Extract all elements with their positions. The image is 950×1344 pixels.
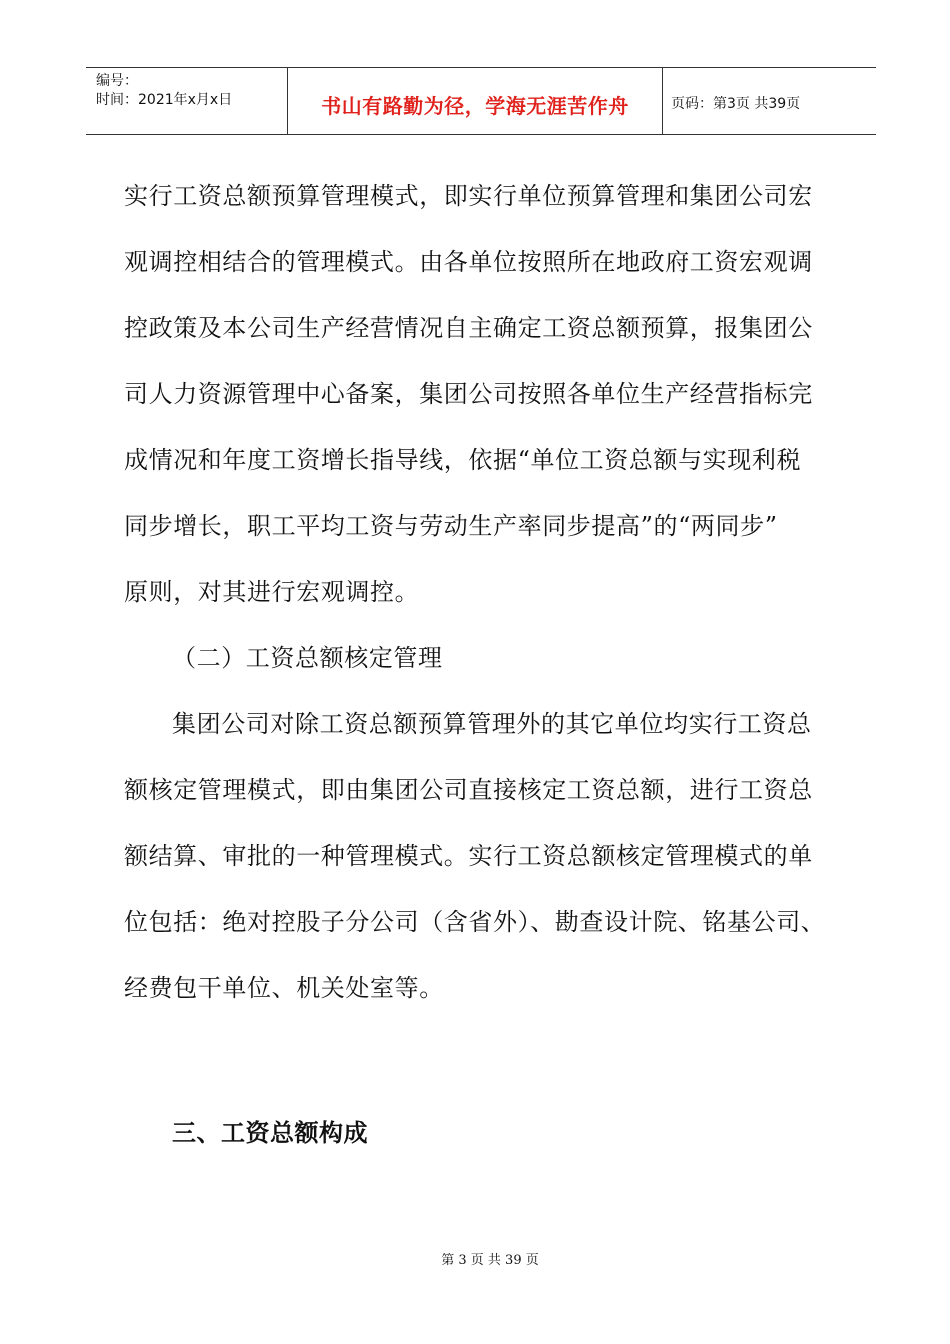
paragraph-line: 经费包干单位、机关处室等。 [124,974,444,1002]
header-page-info: 页码：第3页 共39页 [671,96,801,112]
paragraph-line: 原则，对其进行宏观调控。 [124,578,420,606]
paragraph-line: 观调控相结合的管理模式。由各单位按照所在地政府工资宏观调 [124,248,813,276]
document-body [124,163,844,1021]
paragraph-line: 司人力资源管理中心备案，集团公司按照各单位生产经营指标完 [124,380,813,408]
paragraph-line: 位包括：绝对控股子分公司（含省外）、勘查设计院、铭基公司、 [124,908,826,936]
paragraph-line: 额结算、审批的一种管理模式。实行工资总额核定管理模式的单 [124,842,813,870]
paragraph-line: 控政策及本公司生产经营情况自主确定工资总额预算，报集团公 [124,314,813,342]
section-title: 三、工资总额构成 [172,1119,368,1147]
paragraph-line: 额核定管理模式，即由集团公司直接核定工资总额，进行工资总 [124,776,813,804]
document-number-label: 编号： [96,73,138,89]
page-footer: 第 3 页 共 39 页 [441,1253,539,1268]
header-meta [86,68,288,134]
paragraph-line: 同步增长，职工平均工资与劳动生产率同步提高”的“两同步” [124,512,778,540]
paragraph-line: 成情况和年度工资增长指导线，依据“单位工资总额与实现利税 [124,446,802,474]
header-motto: 书山有路勤为径，学海无涯苦作舟 [288,68,663,134]
paragraph-line: 实行工资总额预算管理模式，即实行单位预算管理和集团公司宏 [124,182,813,210]
paragraph-line: 集团公司对除工资总额预算管理外的其它单位均实行工资总 [172,710,812,738]
document-time-label: 时间：2021年x月x日 [96,92,233,108]
document-header [86,67,876,135]
subheading: （二）工资总额核定管理 [172,644,443,672]
